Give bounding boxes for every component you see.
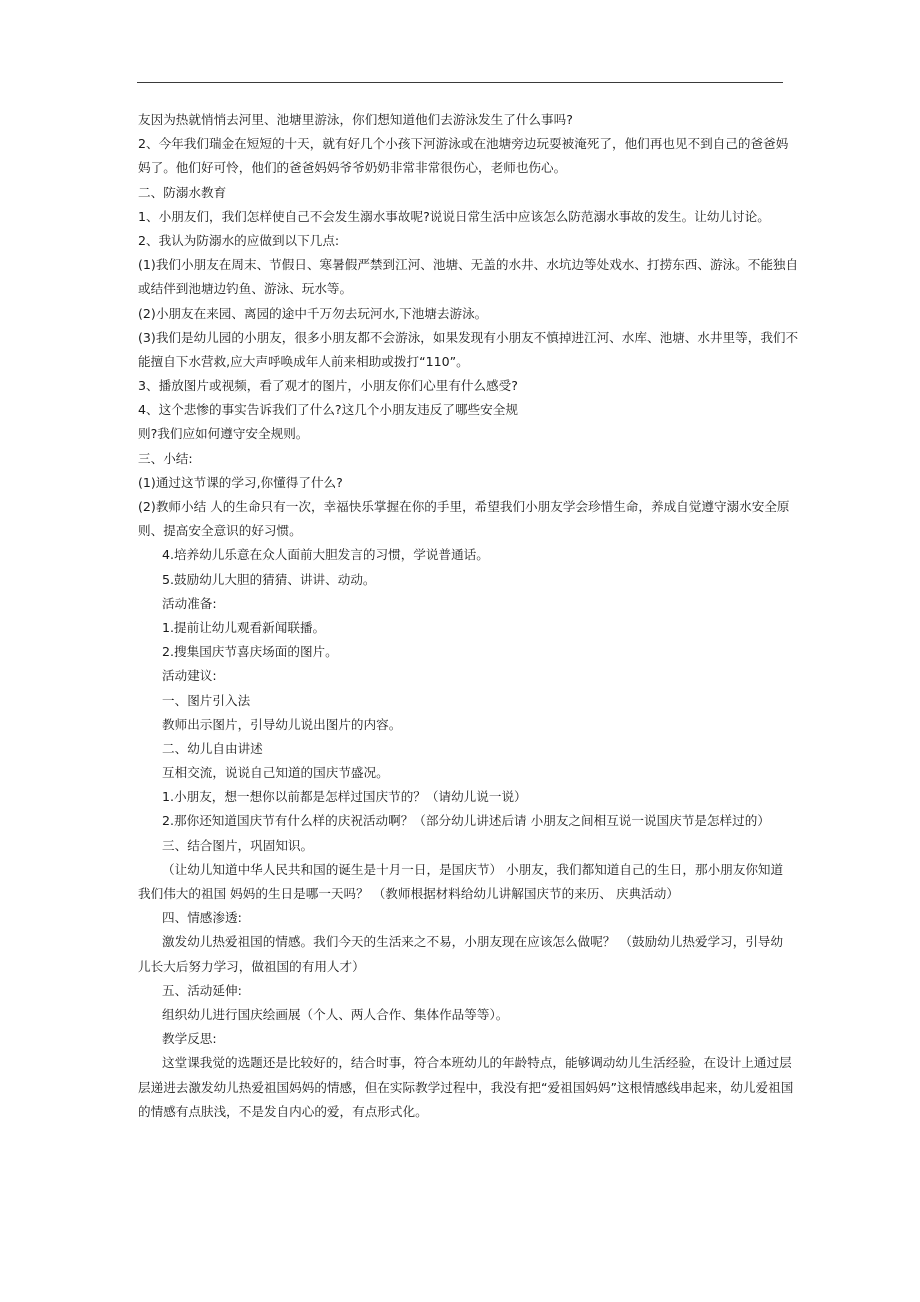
text-line: 组织幼儿进行国庆绘画展（个人、两人合作、集体作品等等）。	[162, 1006, 509, 1022]
text-line: 2、我认为防溺水的应做到以下几点:	[138, 232, 340, 248]
text-line: 1.小朋友，想一想你以前都是怎样过国庆节的？（请幼儿说一说）	[162, 789, 527, 805]
text-line: 教学反思:	[162, 1031, 217, 1047]
text-line: 活动准备:	[162, 595, 217, 611]
text-line: 2、今年我们瑞金在短短的十天，就有好几个小孩下河游泳或在池塘旁边玩耍被淹死了，他们再也见不到自己的爸爸妈	[138, 136, 789, 152]
text-line: 能擅自下水营救,应大声呼唤成年人前来相助或拨打“110”。	[138, 353, 469, 369]
text-line: (1)我们小朋友在周末、节假日、寒暑假严禁到江河、池塘、无盖的水井、水坑边等处戏水、打捞东西、游泳。不能独自	[138, 257, 799, 273]
document-body	[138, 108, 799, 1124]
text-line: 三、小结:	[138, 450, 193, 466]
text-line: 3、播放图片或视频，看了观才的图片，小朋友你们心里有什么感受?	[138, 378, 518, 394]
text-line: 友因为热就悄悄去河里、池塘里游泳，你们想知道他们去游泳发生了什么事吗?	[138, 112, 573, 127]
text-line: 互相交流，说说自己知道的国庆节盛况。	[162, 765, 389, 781]
text-line: 1、小朋友们，我们怎样使自己不会发生溺水事故呢?说说日常生活中应该怎么防范溺水事故的发生。让幼儿讨论。	[138, 208, 770, 224]
text-line: 或结伴到池塘边钓鱼、游泳、玩水等。	[138, 281, 353, 297]
text-line: 层递进去激发幼儿热爱祖国妈妈的情感，但在实际教学过程中，我没有把“爱祖国妈妈”这根情感线串起来，幼儿爱祖国	[138, 1079, 794, 1095]
text-line: (1)通过这节课的学习,你懂得了什么?	[138, 474, 343, 490]
text-line: 五、活动延伸:	[162, 982, 242, 998]
text-line: 2.那你还知道国庆节有什么样的庆祝活动啊？（部分幼儿讲述后请 小朋友之间相互说一说国庆节是怎样过的）	[162, 813, 770, 829]
text-line: 则?我们应如何遵守安全规则。	[138, 426, 309, 442]
text-line: 2.搜集国庆节喜庆场面的图片。	[162, 644, 338, 660]
text-line: 的情感有点肤浅，不是发自内心的爱，有点形式化。	[138, 1103, 428, 1119]
text-line: 这堂课我觉的选题还是比较好的，结合时事，符合本班幼儿的年龄特点，能够调动幼儿生活经验，在设计上通过层	[162, 1055, 792, 1071]
text-line: 儿长大后努力学习，做祖国的有用人才）	[138, 958, 365, 974]
text-line: 活动建议:	[162, 668, 217, 684]
text-line: 一、图片引入法	[162, 692, 251, 708]
text-line: （让幼儿知道中华人民共和国的诞生是十月一日，是国庆节） 小朋友，我们都知道自己的生日，那小朋友你知道	[162, 861, 784, 877]
text-line: (2)教师小结 人的生命只有一次，幸福快乐掌握在你的手里，希望我们小朋友学会珍惜生命，养成自觉遵守溺水安全原	[138, 499, 790, 514]
text-line: 我们伟大的祖国 妈妈的生日是哪一天吗？ （教师根据材料给幼儿讲解国庆节的来历、 庆典活动）	[138, 886, 679, 901]
text-line: 二、防溺水教育	[138, 184, 227, 200]
text-line: 四、情感渗透:	[162, 910, 242, 926]
text-line: 妈了。他们好可怜，他们的爸爸妈妈爷爷奶奶非常非常很伤心，老师也伤心。	[138, 160, 567, 176]
text-line: 激发幼儿热爱祖国的情感。我们今天的生活来之不易，小朋友现在应该怎么做呢？ （鼓励幼儿热爱学习，引导幼	[162, 934, 784, 950]
text-line: 5.鼓励幼儿大胆的猜猜、讲讲、动动。	[162, 571, 376, 587]
text-line: 教师出示图片，引导幼儿说出图片的内容。	[162, 716, 402, 732]
text-line: 4.培养幼儿乐意在众人面前大胆发言的习惯，学说普通话。	[162, 547, 489, 563]
text-line: (2)小朋友在来园、离园的途中千万勿去玩河水,下池塘去游泳。	[138, 305, 488, 321]
text-line: 1.提前让幼儿观看新闻联播。	[162, 619, 326, 635]
text-line: 二、幼儿自由讲述	[162, 740, 263, 756]
header-rule	[137, 82, 783, 83]
text-line: 三、结合图片，巩固知识。	[162, 837, 314, 853]
text-line: (3)我们是幼儿园的小朋友，很多小朋友都不会游泳，如果发现有小朋友不慎掉进江河、水库、池塘、水井里等，我们不	[138, 329, 799, 345]
text-line: 则、提高安全意识的好习惯。	[138, 523, 302, 539]
text-line: 4、这个悲惨的事实告诉我们了什么?这几个小朋友违反了哪些安全规	[138, 402, 518, 418]
